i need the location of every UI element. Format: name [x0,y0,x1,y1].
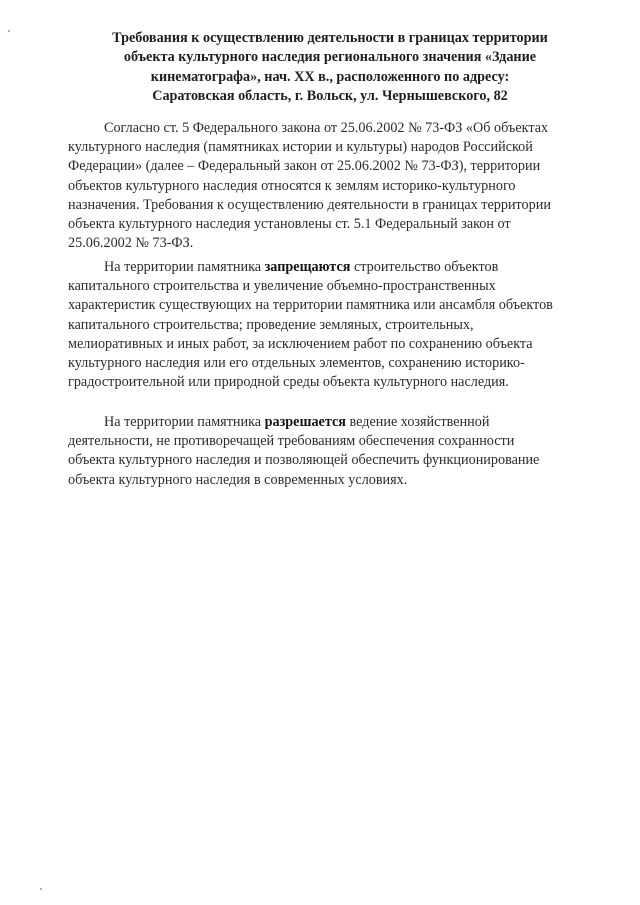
paragraph-line: градостроительной или природной среды объекта культурного наследия. [68,374,509,391]
permitted-keyword: разрешается [264,414,346,430]
title-line: кинематографа», нач. XX в., расположенного по адресу: [150,68,510,85]
paragraph-line: мелиоративных и иных работ, за исключением работ по сохранению объекта [68,335,533,352]
paragraph-line: объектов культурного наследия относятся к землям историко-культурного [68,177,516,194]
title-line: Требования к осуществлению деятельности в границах территории [112,30,548,46]
paragraph-permissions [68,413,596,490]
paragraph-line: деятельности, не противоречащей требованиям обеспечения сохранности [68,433,515,450]
paragraph-line: объекта культурного наследия в современных условиях. [68,471,408,488]
scan-speck [40,888,42,890]
paragraph-line: капитального строительства; проведение земляных, строительных, [68,316,474,333]
paragraph-lead: На территории памятника [104,259,265,275]
paragraph-lead-rest: строительство объектов [350,259,499,275]
paragraph-first-line [68,258,596,277]
title-line: Саратовская область, г. Вольск, ул. Чернышевского, 82 [152,88,508,105]
paragraph-line: 25.06.2002 № 73-ФЗ. [68,235,194,252]
paragraph-lead: На территории памятника [104,414,265,430]
scan-speck [8,30,10,32]
document-title [70,29,590,107]
paragraph-line: характеристик существующих на территории памятника или ансамбля объектов [68,297,553,314]
paragraph-prohibitions [68,258,596,392]
paragraph-line: капитального строительства и увеличение объемно-пространственных [68,278,496,295]
title-line: объекта культурного наследия регионального значения «Здание [123,49,537,66]
paragraph-lead-rest: ведение хозяйственной [345,414,490,430]
paragraph-line: культурного наследия или его отдельных элементов, сохранению историко- [68,355,525,372]
paragraph-line: культурного наследия (памятниках истории и культуры) народов Российской [68,139,533,156]
paragraph-line: Согласно ст. 5 Федерального закона от 25.06.2002 № 73-ФЗ «Об объектах [104,120,549,136]
paragraph-line: Федерации» (далее – Федеральный закон от 25.06.2002 № 73-ФЗ), территории [68,158,541,175]
prohibited-keyword: запрещаются [264,259,351,275]
paragraph-legal-basis [68,119,596,253]
paragraph-line: объекта культурного наследия установлены ст. 5.1 Федеральный закон от [68,216,511,233]
paragraph-line: объекта культурного наследия и позволяющей обеспечить функционирование [68,452,540,469]
paragraph-line: назначения. Требования к осуществлению деятельности в границах территории [68,196,551,213]
paragraph-first-line [68,413,596,432]
